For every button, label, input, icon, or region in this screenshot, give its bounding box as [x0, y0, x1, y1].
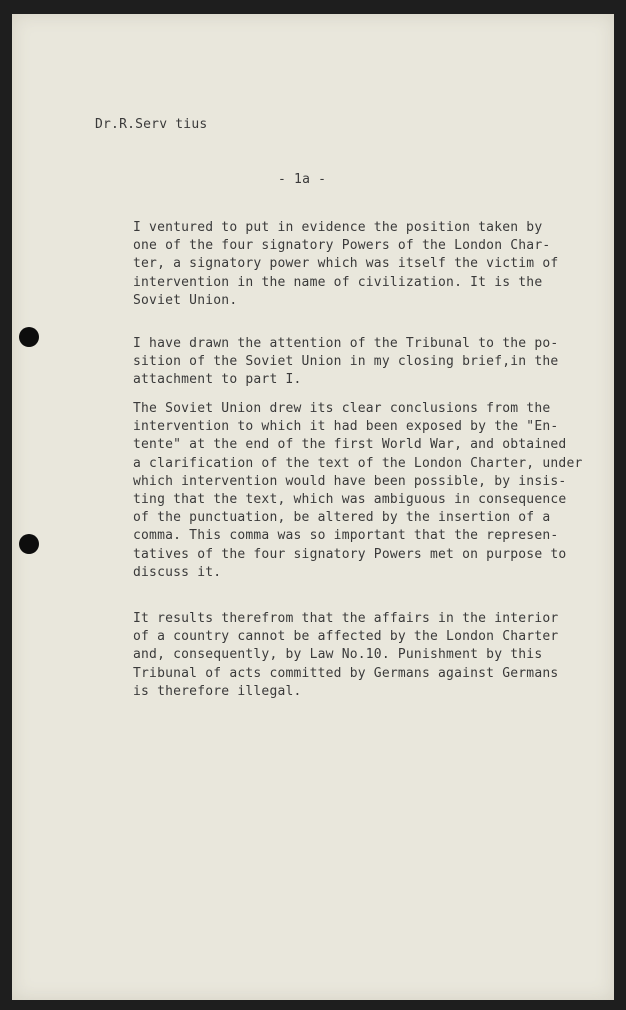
punch-hole [19, 534, 39, 554]
author-header: Dr.R.Serv tius [95, 117, 208, 132]
page-number: - 1a - [278, 172, 327, 187]
paragraph: I ventured to put in evidence the position taken by one of the four signatory Powers of the London Char- ter, a signatory power which was itself the victim of intervention in the name of civilization. It is the Soviet Union. [133, 220, 559, 308]
paragraph: The Soviet Union drew its clear conclusions from the intervention to which it had been exposed by the "En- tente" at the end of the first World War, and obtained a clarification of the text of the London Charter, under which intervention would have been possible, by insis- ting that the text, which was ambiguous in consequence of the punctuation, be altered by the insertion of a comma. This comma was so important that the represen- tatives of the four signatory Powers met on purpose to discuss it. [133, 401, 583, 580]
paragraph: It results therefrom that the affairs in the interior of a country cannot be affected by the London Charter and, consequently, by Law No.10. Punishment by this Tribunal of acts committed by Germans against Germans is therefore illegal. [133, 611, 559, 699]
paragraph: I have drawn the attention of the Tribunal to the po- sition of the Soviet Union in my closing brief,in the attachment to part I. [133, 336, 559, 388]
punch-hole [19, 327, 39, 347]
